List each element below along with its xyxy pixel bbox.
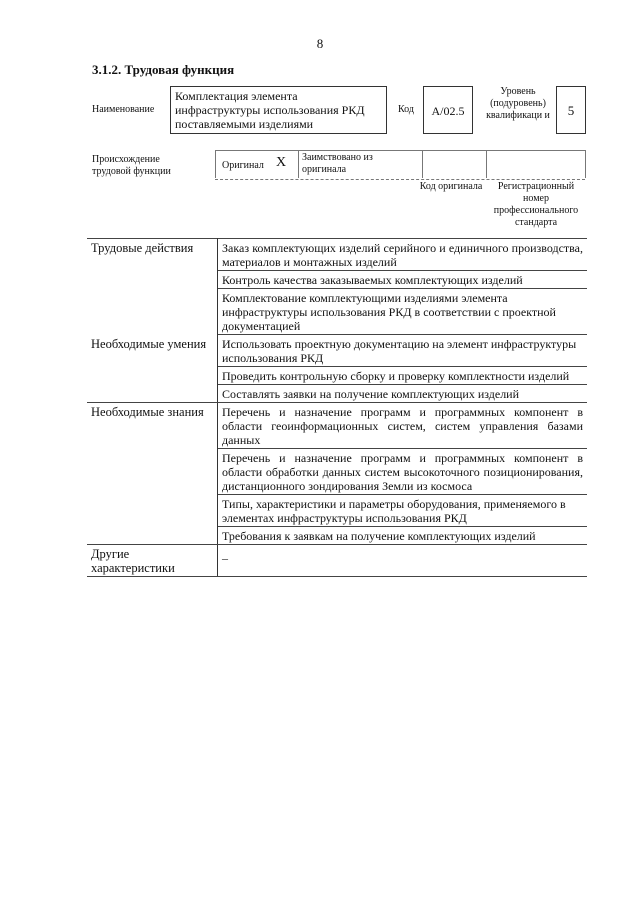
row-text: Перечень и назначение программ и программных компонент в области геоинформационных систем, систем управления базами данных — [218, 403, 588, 449]
qualification-level-value: 5 — [556, 86, 586, 134]
qualification-level-label: Уровень (подуровень) квалификаци и — [486, 86, 550, 121]
function-code-value: A/02.5 — [423, 86, 473, 134]
table-row — [87, 239, 587, 271]
row-text: Проведить контрольную сборку и проверку комплектности изделий — [218, 367, 588, 385]
row-text: Заказ комплектующих изделий серийного и единичного производства, материалов и монтажных изделий — [218, 239, 588, 271]
category-knowledge: Необходимые знания — [87, 403, 218, 545]
row-text: – — [218, 545, 588, 577]
page-number: 8 — [316, 36, 324, 51]
name-label: Наименование — [92, 104, 155, 115]
origin-divider — [422, 150, 423, 178]
reg-number-caption: Регистрационный номер профессионального стандарта — [493, 181, 579, 228]
section-title: 3.1.2. Трудовая функция — [92, 62, 235, 77]
table-row — [87, 403, 587, 449]
row-text: Комплектование комплектующими изделиями элемента инфраструктуры использования РКД в соответствии с проектной документацией — [218, 289, 588, 335]
row-text: Типы, характеристики и параметры оборудования, применяемого в элементах инфраструктуры использования РКД — [218, 495, 588, 527]
table-row — [87, 545, 587, 577]
labor-function-table — [87, 238, 587, 577]
row-text: Составлять заявки на получение комплектующих изделий — [218, 385, 588, 403]
original-mark: X — [276, 155, 287, 170]
borrowed-label: Заимствовано из оригинала — [302, 152, 373, 175]
function-name-value: Комплектация элемента инфраструктуры использования РКД поставляемыми изделиями — [170, 86, 387, 134]
origin-label: Происхождение трудовой функции — [92, 154, 171, 177]
row-text: Контроль качества заказываемых комплектующих изделий — [218, 271, 588, 289]
row-text: Перечень и назначение программ и программных компонент в области обработки данных систем высокоточного позиционирования, дистанционного зондирования Земли из космоса — [218, 449, 588, 495]
category-skills: Необходимые умения — [87, 335, 218, 403]
row-text: Требования к заявкам на получение комплектующих изделий — [218, 527, 588, 545]
code-original-caption: Код оригинала — [419, 181, 483, 192]
row-text: Использовать проектную документацию на элемент инфраструктуры использования РКД — [218, 335, 588, 367]
origin-divider — [486, 150, 487, 178]
table-row — [87, 335, 587, 367]
origin-divider — [298, 150, 299, 178]
origin-divider — [585, 150, 586, 178]
original-label: Оригинал — [222, 160, 264, 171]
code-label: Код — [398, 104, 414, 115]
category-labor-actions: Трудовые действия — [87, 239, 218, 335]
origin-divider — [215, 150, 216, 178]
category-other: Другие характеристики — [87, 545, 218, 577]
